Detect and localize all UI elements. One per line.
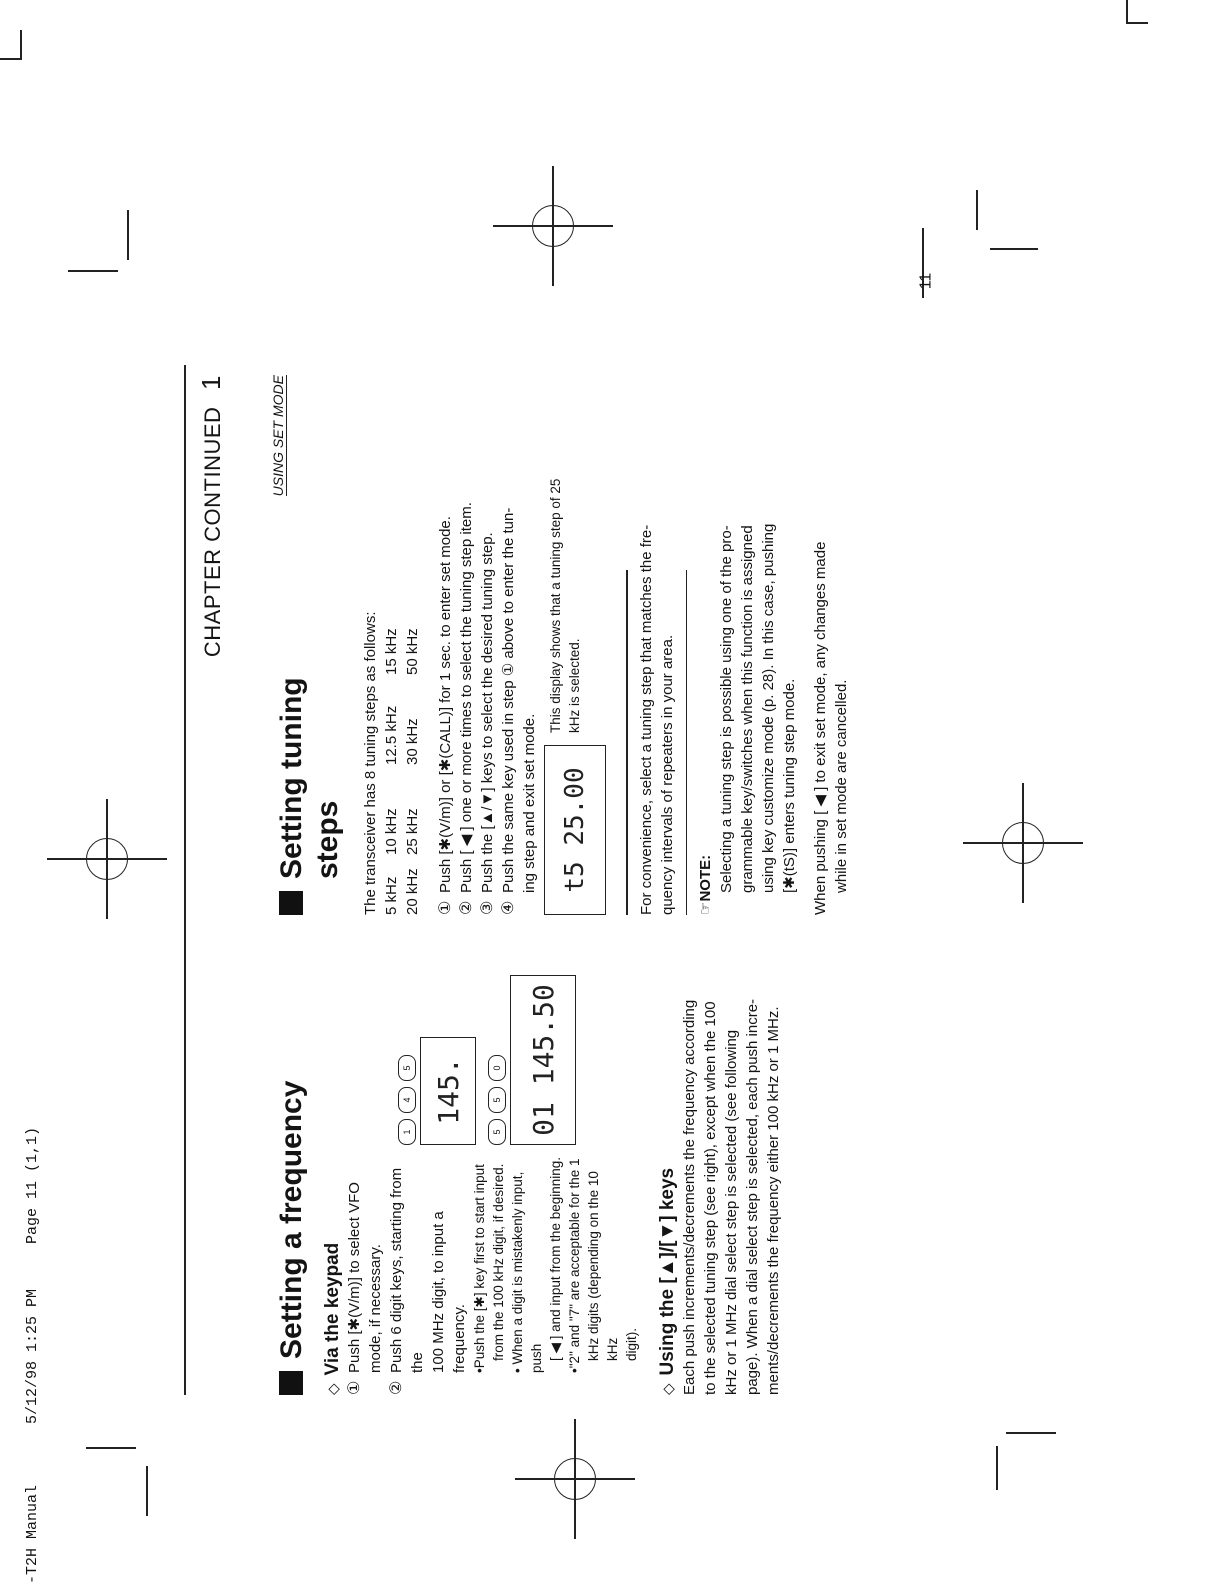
key-icon: 0 bbox=[488, 1055, 506, 1081]
crop-mark bbox=[996, 1446, 998, 1490]
lcd-display-2: 01 145.50 bbox=[510, 975, 576, 1145]
registration-mark bbox=[532, 205, 574, 247]
key-icon: 5 bbox=[488, 1119, 506, 1145]
chapter-header bbox=[196, 375, 227, 657]
step-1: ① Push [✱(V/m)] to select VFO bbox=[346, 1182, 363, 1395]
bullet: • When a digit is mistakenly input, push bbox=[510, 1171, 544, 1373]
convenience-text: For convenience, select a tuning step that matches the fre- quency intervals of repeaters in your area. bbox=[637, 524, 676, 915]
note-label: ☞NOTE: bbox=[697, 854, 714, 915]
registration-mark bbox=[1002, 822, 1044, 864]
right-column: Setting tuning steps The transceiver has 8 tuning steps as follows: 5 kHz 10 kHz 12.5 kHz 15 kHz 20 kHz 25 kHz 30 kHz 50 kHz ① Push [✱(V/m)] or [✱(CALL)] for 1 sec. to enter set mode. ② Push [ ◀ ] one or more times to select the tuning step item. ③ Push the [▲/▼] keys to select the desired tuning step. ④ Push the same key used in step ① above to enter the tun- ing step and exit set mode. t5 25.00 This display shows that a tuning step of 25 kHz is selected. For convenience, select a tuning step that matches the fre- quency intervals of repeaters in your area. ☞NOTE: Selecting a tuning step is possible using one of the pro- grammable key/switches when this function is assigned using key customize mode (p. 28). In this case, pushing [✱(tS)] enters tuning step mode. When pushing [ ◀ ] to exit set mode, any changes made while in set mode are cancelled. bbox=[274, 355, 852, 915]
note-text: Selecting a tuning step is possible using one of the pro- grammable key/switches when this function is assigned using key customize mode (p. 28). In this case, pushing [✱(tS)] enters tuning step mode. bbox=[718, 523, 798, 893]
step-2: ② Push 6 digit keys, starting from the bbox=[388, 1167, 426, 1395]
tuning-steps-table: 5 kHz 10 kHz 12.5 kHz 15 kHz 20 kHz 25 kHz 30 kHz 50 kHz bbox=[383, 628, 421, 915]
registration-mark bbox=[554, 1458, 596, 1500]
crop-mark bbox=[127, 210, 129, 260]
step-4: ④ Push the same key used in step ① above to enter the tun- bbox=[500, 507, 517, 915]
divider bbox=[686, 570, 688, 915]
crop-mark bbox=[976, 190, 978, 230]
lcd-display-1: 145. bbox=[420, 1037, 476, 1145]
crop-mark bbox=[20, 30, 22, 60]
crop-mark bbox=[146, 1466, 148, 1516]
subsection-updown: ◇ Using the [▲]/[▼] keys bbox=[657, 1167, 678, 1395]
diamond-icon: ◇ bbox=[660, 1383, 677, 1395]
step-3: ③ Push the [▲/▼] keys to select the desired tuning step. bbox=[479, 532, 496, 915]
top-rule bbox=[184, 365, 186, 1395]
section-tag: USING SET MODE bbox=[270, 375, 286, 497]
subsection-keypad: ◇ Via the keypad bbox=[322, 1242, 343, 1395]
crop-mark bbox=[68, 270, 118, 272]
page-number: 11 bbox=[917, 272, 935, 290]
scan-header bbox=[12, 0, 52, 1584]
crop-mark bbox=[86, 1447, 136, 1449]
scan-date: 5/12/98 1:25 PM bbox=[24, 1288, 41, 1424]
section-title: Setting tuning steps bbox=[274, 355, 346, 915]
manual-page bbox=[184, 345, 984, 1395]
chapter-label: CHAPTER CONTINUED bbox=[200, 406, 225, 658]
intro-text: The transceiver has 8 tuning steps as follows: bbox=[362, 611, 379, 915]
divider bbox=[626, 570, 628, 915]
crop-mark bbox=[1006, 1432, 1056, 1434]
key-icon: 5 bbox=[488, 1087, 506, 1113]
bullet: •Push the [✱] key first to start input bbox=[472, 1164, 487, 1373]
chapter-number: 1 bbox=[196, 375, 226, 390]
diamond-icon: ◇ bbox=[325, 1383, 342, 1395]
lcd-caption: This display shows that a tuning step of 25 kHz is selected. bbox=[548, 478, 582, 733]
scan-page: Page 11 (1,1) bbox=[24, 1126, 41, 1244]
crop-mark bbox=[990, 248, 1038, 250]
key-icon: 4 bbox=[398, 1087, 416, 1113]
key-icon: 5 bbox=[398, 1055, 416, 1081]
updown-paragraph: Each push increments/decrements the frequency according to the selected tuning step (see right), except when the 100 kHz or 1 MHz dial select step is selected (see following page). When a dial select step is selected, each push incre- ments/decrements the frequency either 100 kHz or 1 MHz. bbox=[681, 998, 782, 1395]
square-bullet-icon bbox=[279, 1371, 303, 1395]
step-1: ① Push [✱(V/m)] or [✱(CALL)] for 1 sec. to enter set mode. bbox=[437, 516, 454, 915]
crop-mark bbox=[1126, 0, 1128, 22]
left-column: Setting a frequency ◇ Via the keypad ① Push [✱(V/m)] to select VFO mode, if necessary. ② Push 6 digit keys, starting from the 100 MHz digit, to input a frequency. •Push the [✱] key first to start input from the 100 kHz digit, if desired. • When a digit is mistakenly input, push [ ◀ ] and input from the beginning. •"2" and "7" are acceptable for the 1 kHz digits (depending on the 10 kHz digit). 1 4 5 145. 5 5 0 01 145.50 ◇ Using the [▲]/[▼] keys Each push increments/decrements the frequency according to the selected tuning step (see right), except when the 100 kHz or 1 MHz dial select step is selected (see following page). When a dial select step is selected, each push incre- ments/decrements the frequency either 100 kHz or 1 MHz. bbox=[274, 955, 784, 1395]
step-2: ② Push [ ◀ ] one or more times to select the tuning step item. bbox=[458, 502, 475, 915]
crop-mark bbox=[0, 58, 20, 60]
scan-title: -T2H Manual bbox=[24, 1484, 41, 1584]
bullet: •"2" and "7" are acceptable for the 1 bbox=[567, 1158, 582, 1373]
exit-text: When pushing [ ◀ ] to exit set mode, any changes made while in set mode are cancelled. bbox=[812, 541, 850, 915]
keypad-keys-row-2 bbox=[488, 1055, 506, 1145]
key-icon: 1 bbox=[398, 1119, 416, 1145]
keypad-keys-row-1 bbox=[398, 1055, 416, 1145]
registration-mark bbox=[86, 838, 128, 880]
crop-mark bbox=[1126, 22, 1148, 24]
lcd-display-tuning: t5 25.00 bbox=[544, 745, 606, 915]
section-title: Setting a frequency bbox=[274, 955, 310, 1395]
square-bullet-icon bbox=[279, 891, 303, 915]
